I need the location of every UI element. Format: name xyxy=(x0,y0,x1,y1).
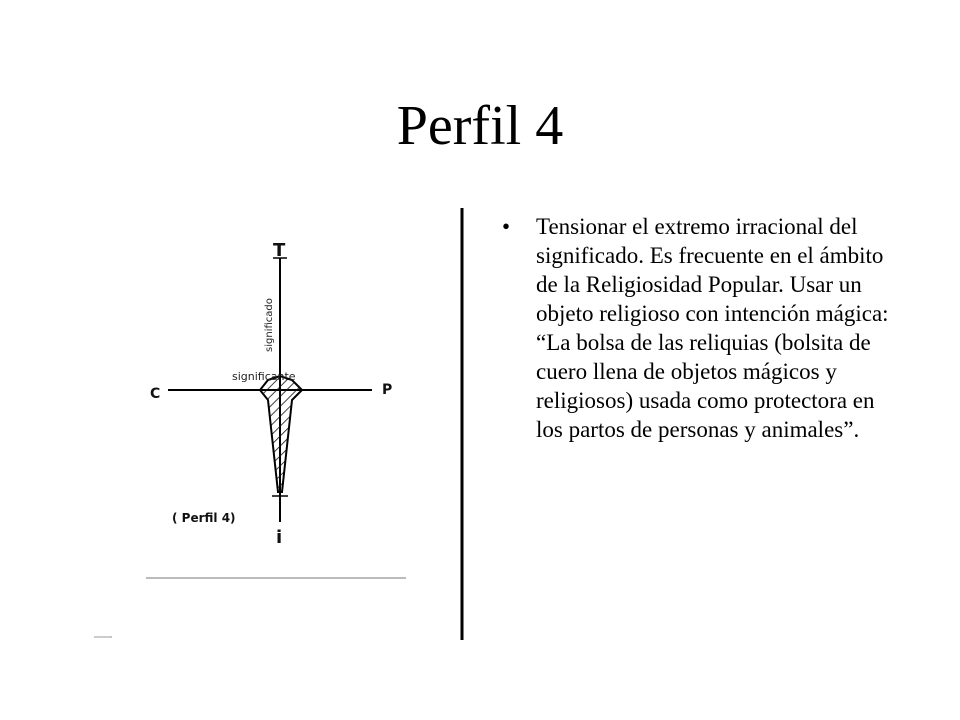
label-top: T xyxy=(273,240,286,261)
bullet-area xyxy=(502,212,902,444)
bullet-text: Tensionar el extremo irracional del significado. Es frecuente en el ámbito de la Religiosidad Popular. Usar un objeto religioso con intención mágica: “La bolsa de las reliquias (bolsita de cuero llena de objetos mágicos y religiosos) usada como protectora en los partos de personas y animales”. xyxy=(536,214,889,442)
bullet-item xyxy=(502,212,902,444)
label-right: P xyxy=(382,382,393,398)
bullet-list xyxy=(502,212,902,444)
slide-title: Perfil 4 xyxy=(396,95,564,157)
label-bottom: i xyxy=(276,527,283,548)
label-vertical-axis: significado xyxy=(264,298,275,352)
label-horizontal-axis: significante xyxy=(232,370,296,383)
bullet-marker: • xyxy=(502,214,511,239)
profile-diagram-image xyxy=(90,200,470,650)
profile-shape xyxy=(260,376,302,492)
label-left: C xyxy=(150,386,161,402)
profile-diagram xyxy=(90,200,470,650)
figure-caption: ( Perfil 4) xyxy=(172,511,236,525)
